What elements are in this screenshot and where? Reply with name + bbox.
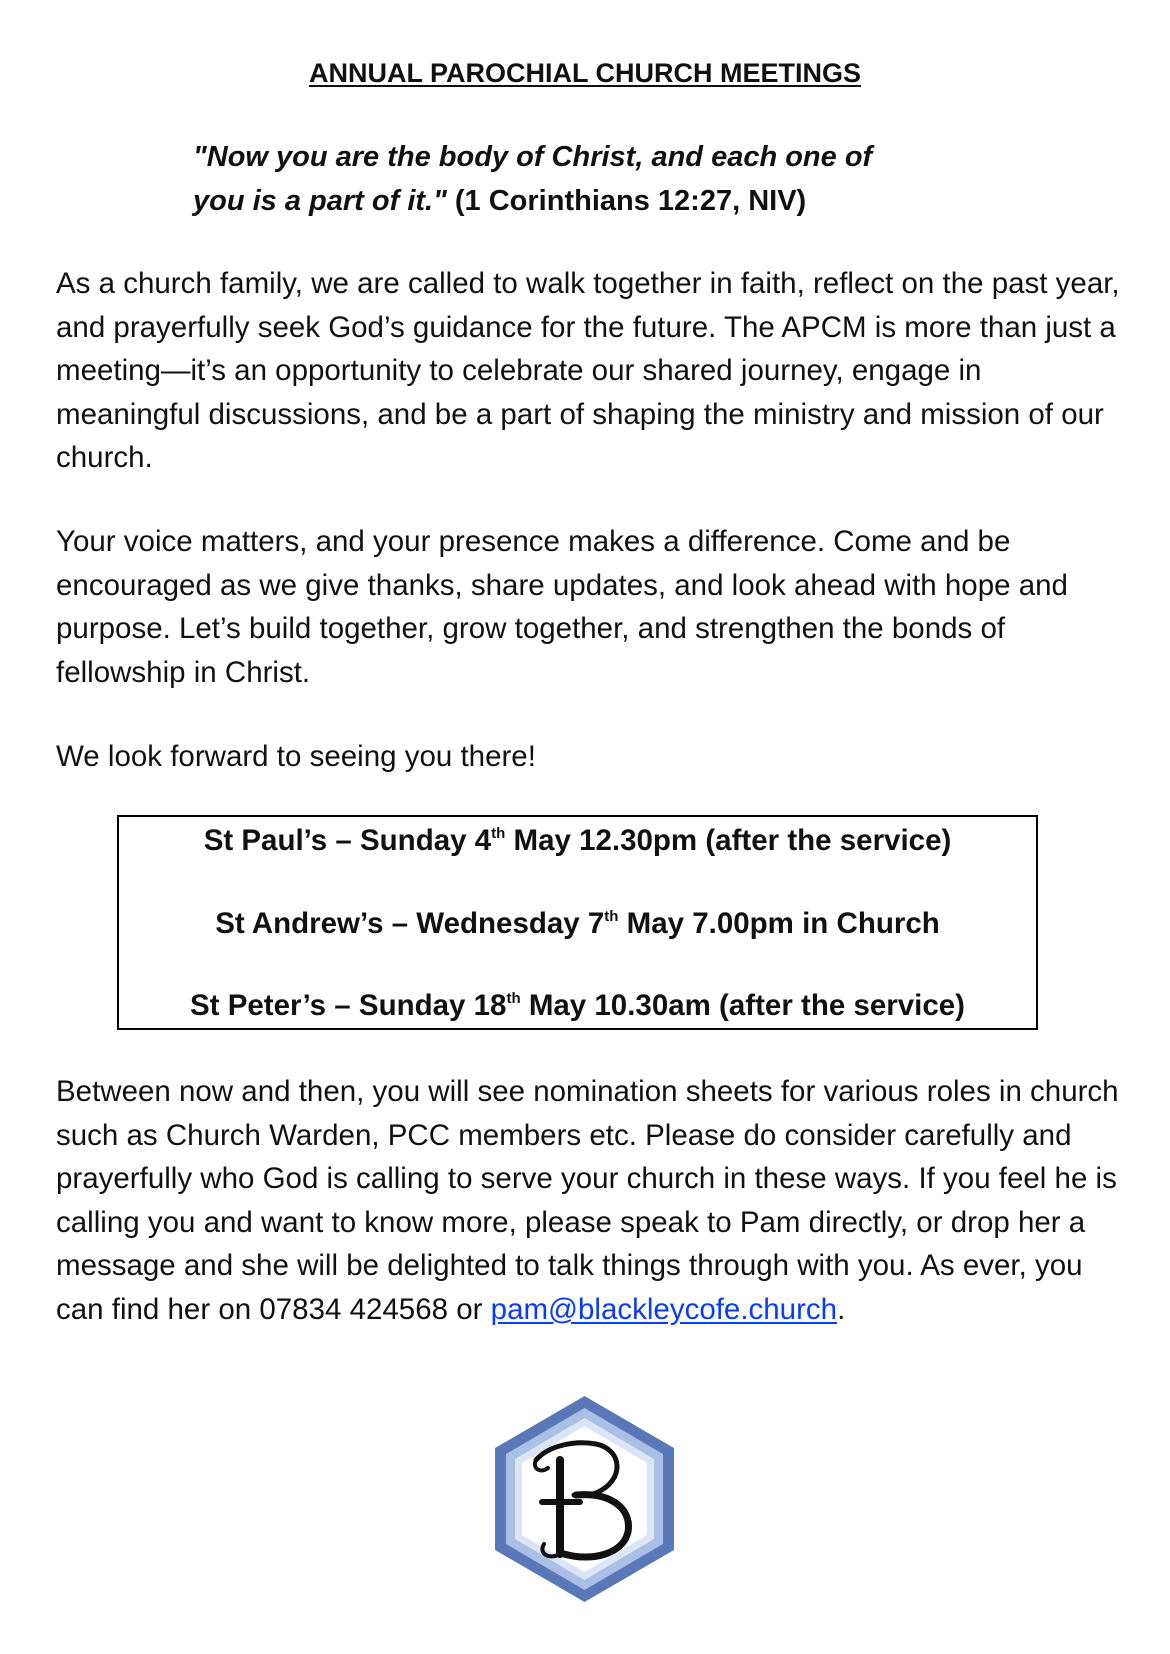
meeting-date-text: St Peter’s – Sunday 18 xyxy=(190,989,507,1022)
encouragement-paragraph: Your voice matters, and your presence makes a difference. Come and be encouraged as we give thanks, share updates, and look ahead with hope and purpose. Let’s build together, grow together, and strengthen the bonds of fellowship in Christ. xyxy=(56,525,1068,689)
meeting-st-andrews xyxy=(119,907,1036,941)
ordinal-suffix: th xyxy=(604,908,619,925)
meeting-st-pauls xyxy=(119,824,1036,858)
intro-paragraph: As a church family, we are called to walk together in faith, reflect on the past year, and prayerfully seek God’s guidance for the future. The APCM is more than just a meeting—it’s an opportunity to celebrate our shared journey, engage in meaningful discussions, and be a part of shaping the ministry and mission of our church. xyxy=(56,267,1120,474)
welcome-line: We look forward to seeing you there! xyxy=(56,740,536,773)
quote-line-1: "Now you are the body of Christ, and each one of xyxy=(193,141,873,173)
quote-line-2: you is a part of it." xyxy=(193,185,447,217)
meeting-st-peters xyxy=(119,989,1036,1023)
meeting-time-text: May 12.30pm (after the service) xyxy=(505,824,952,857)
scripture-quote xyxy=(193,135,1053,223)
quote-citation: (1 Corinthians 12:27, NIV) xyxy=(446,185,807,217)
closing-period: . xyxy=(837,1292,846,1326)
ordinal-suffix: th xyxy=(491,825,506,842)
meeting-time-text: May 7.00pm in Church xyxy=(618,907,940,940)
meeting-date-text: St Paul’s – Sunday 4 xyxy=(203,824,492,857)
email-link[interactable]: pam@blackleycofe.church xyxy=(490,1292,838,1326)
meeting-schedule-box xyxy=(117,815,1038,1030)
meeting-time-text: May 10.30am (after the service) xyxy=(520,989,965,1022)
meeting-date-text: St Andrew’s – Wednesday 7 xyxy=(215,907,605,940)
cross-b-hexagon-logo-icon xyxy=(492,1394,677,1604)
nominations-text: Between now and then, you will see nomination sheets for various roles in church such as Church Warden, PCC members etc. Please do consider carefully and prayerfully who God is calling to serve your church in these ways. If you feel he is calling you and want to know more, please speak to Pam directly, or drop her a message and she will be delighted to talk things through with you. As ever, you can find her on 07834 424568 or xyxy=(56,1075,1119,1326)
page-title: ANNUAL PAROCHIAL CHURCH MEETINGS xyxy=(308,58,861,88)
nominations-paragraph xyxy=(56,1070,1126,1331)
ordinal-suffix: th xyxy=(506,990,521,1007)
